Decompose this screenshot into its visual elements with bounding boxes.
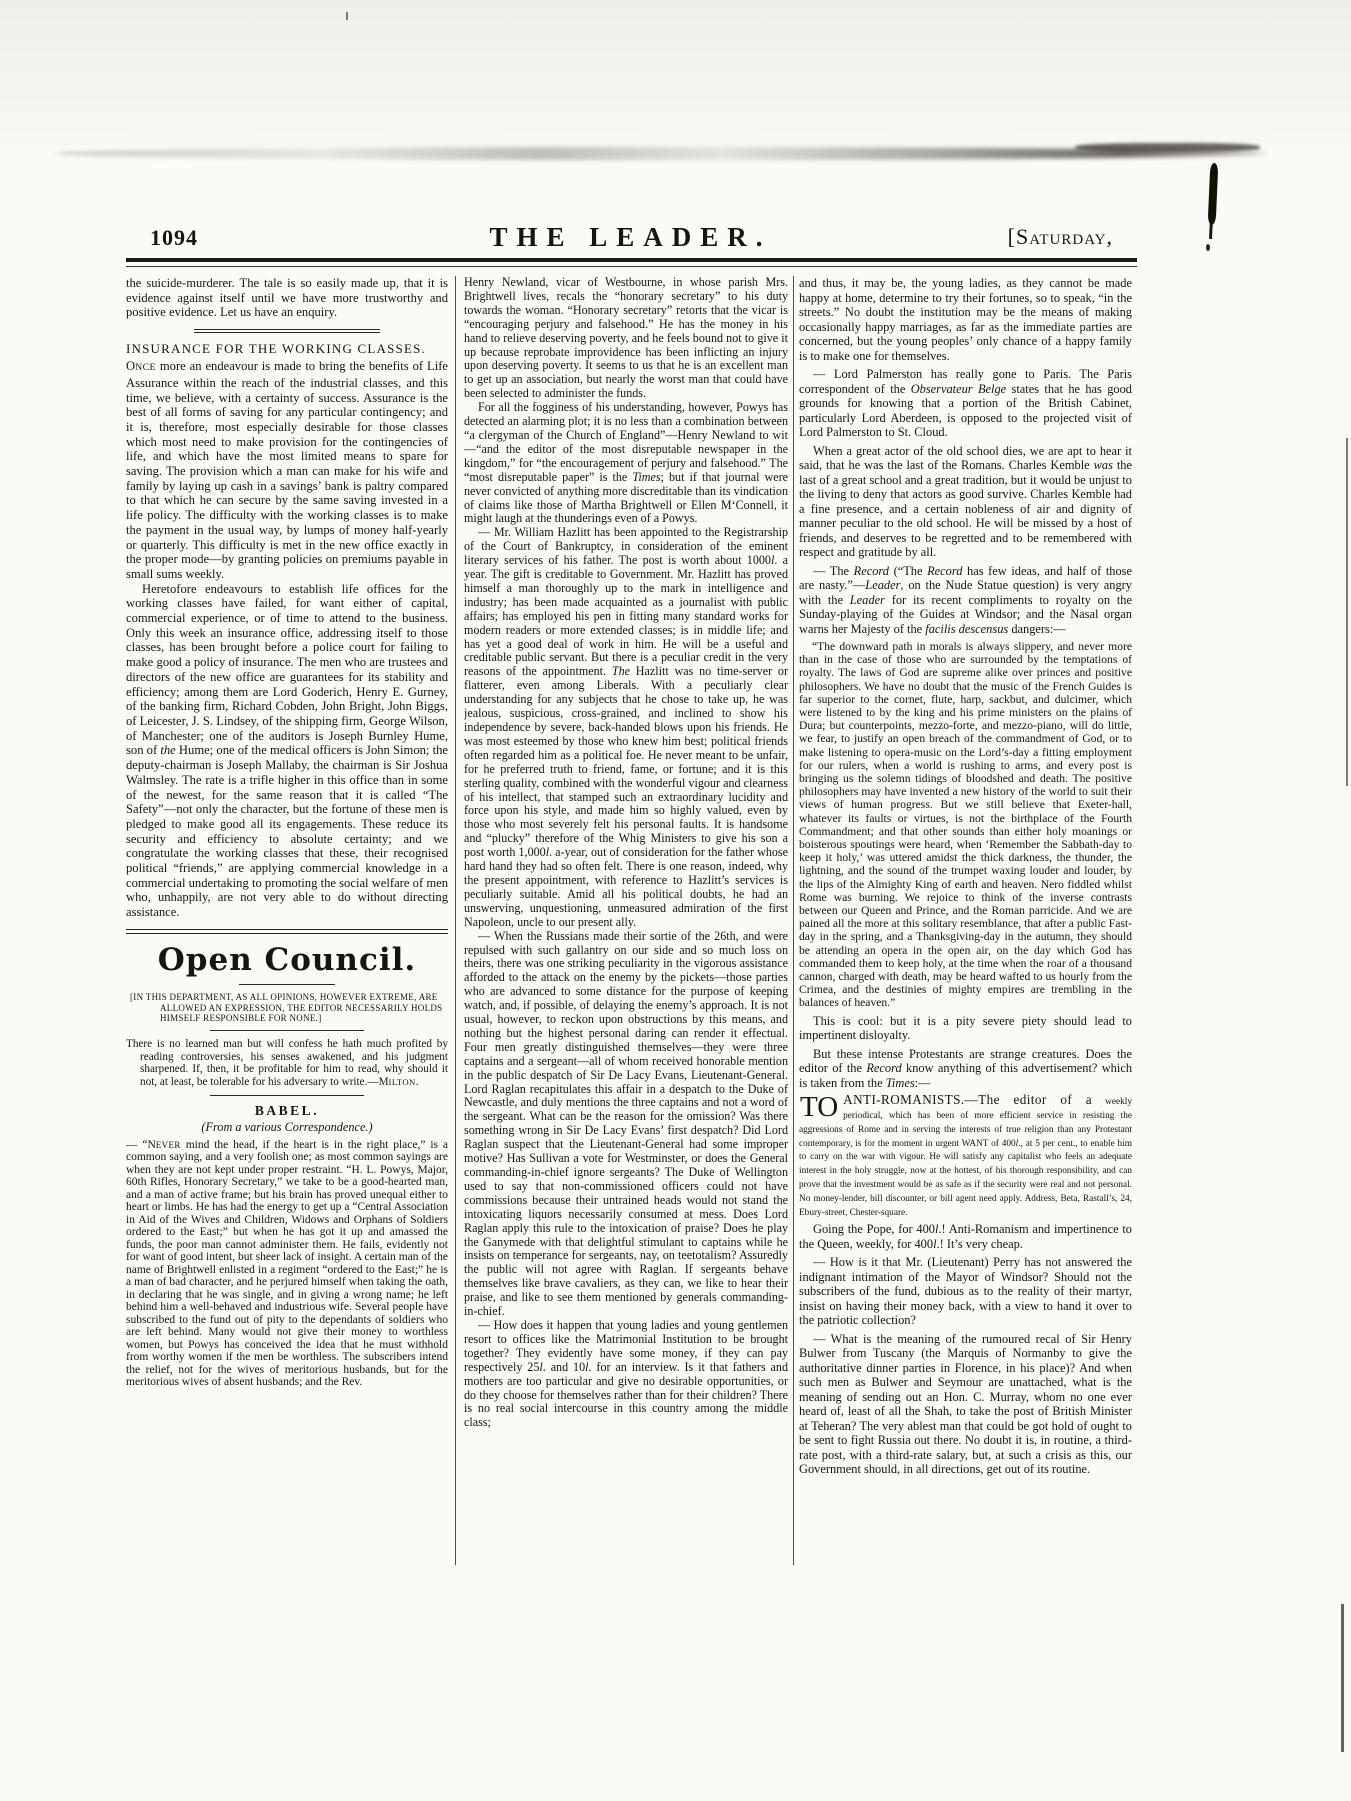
paragraph-young-ladies: and thus, it may be, the young ladies, as they cannot be made happy at home, determine to try their fortunes, so to speak, “in the streets.” No doubt the institution may be the means of making occasionally happy marriages, as far as the immediate parties are concerned, but the young peoples’ only chance of a happy family is to make one for themselves. — [799, 276, 1132, 363]
page-edge-mark — [1346, 438, 1348, 786]
paragraph-going-the-pope: Going the Pope, for 400l.! Anti-Romanism and impertinence to the Queen, weekly, for 400l.! It’s very cheap. — [799, 1222, 1132, 1251]
section-divider-rule — [126, 929, 448, 934]
paragraph-hazlitt: — Mr. William Hazlitt has been appointed to the Registrarship of the Court of Bankruptcy, in consideration of the eminent literary services of his father. The post is worth about 1000l. a year. The gift is creditable to Government. Mr. Hazlitt has proved himself a man thoroughly up to the mark in intelligence and industry; has been made acquainted as a journalist with public affairs; has employed his pen in fitting many standard works for modern readers or more extended classes; is in middle life; and has yet a good deal of work in him. He will be a useful and creditable public servant. But there is a peculiar credit in the very reasons of the appointment. The Hazlitt was no time-server or flatterer, even among Liberals. With a peculiarly clear understanding for any subjects that he chose to take up, he was jealous, suspicious, cross-grained, and inclined to show his independence by severe, back-handed blows upon his friends. He was most esteemed by those who knew him best; political friends often regarded him as a political foe. He never meant to be unfair, for he preferred truth to friend, fame, or fortune; and it is this sterling quality, combined with the wonderful vigour and clearness of his intellect, that stamped such an extraordinary lucidity and force upon his style, and made him so highly valued, even by those who most severely felt his personal faults. It is handsome and “plucky” therefore of the Whig Ministers to give his son a post worth 1,000l. a-year, out of consideration for the father whose hard hand they had so often felt. There is one reason, indeed, why the present appointment, with reference to Hazlitt’s services is peculiarly suitable. Amid all his political doubts, he had an unswerving, unquestioning, unmeasured admiration of the first Napoleon, uncle to our present ally. — [464, 525, 788, 929]
column-divider-rule — [455, 276, 456, 1565]
paragraph-record-intro: — The Record (“The Record has few ideas, and half of those are nasty.”—Leader, on the Nude Statue question) is very angry with the Leader for its recent compliments to royalty on the Sunday-playing of the Guides at Windsor; and the Nasal organ warns her Majesty of the facilis descensus dangers:— — [799, 563, 1132, 636]
paragraph-kemble: When a great actor of the old school dies, we are apt to hear it said, that he was the last of the Romans. Charles Kemble was the last of a great school and a great tradition, but it would be unjust to the living to deny that actors as good survive. Charles Kemble had a fine presence, and a certain nobleness of air and dignity of manner peculiar to the old school. He will be missed by a host of friends, and deserves to be regretted and to be remembered with respect and gratitude by all. — [799, 443, 1132, 559]
short-divider-rule — [239, 984, 336, 985]
paragraph-intense-protestants: But these intense Protestants are strange creatures. Does the editor of the Record know anything of this advertisement? which is taken from the Times:— — [799, 1046, 1132, 1090]
short-divider-rule — [210, 1095, 365, 1096]
babel-byline: (From a various Correspondence.) — [201, 1119, 373, 1134]
editorial-disclaimer-note: [IN THIS DEPARTMENT, AS ALL OPINIONS, HOWEVER EXTREME, ARE ALLOWED AN EXPRESSION, THE EDITOR NECESSARILY HOLDS HIMSELF RESPONSIBLE FOR NONE.] — [130, 991, 443, 1024]
paragraph-palmerston: — Lord Palmerston has really gone to Paris. The Paris correspondent of the Observateur Belge states that he has good grounds for knowing that a portion of the British Cabinet, particularly Lord Aberdeen, is opposed to the projected visit of Lord Palmerston to St. Cloud. — [799, 367, 1132, 439]
insurance-article-heading: INSURANCE FOR THE WORKING CLASSES. — [126, 341, 426, 357]
article-divider-rule — [194, 329, 381, 333]
masthead-rule — [126, 258, 1137, 267]
advert-lead-line: ANTI-ROMANISTS.—The editor of a — [843, 1092, 1093, 1108]
milton-epigraph: There is no learned man but will confess he hath much profited by reading controversies, his senses awakened, and his judgment sharpened. If, then, it be profitable for him to read, why should it not, at least, be tolerable for his adversary to write.—MILTON. — [126, 1038, 448, 1088]
short-divider-rule — [210, 1030, 365, 1031]
advert-drop-word: TO — [800, 1091, 839, 1124]
anti-romanists-advertisement — [799, 1091, 1132, 1218]
open-council-section-title: Open Council. — [157, 941, 417, 978]
advert-small-print: weekly periodical, which has been of more efficient service in resisting the aggressions of Rome and in serving the interests of true religion than any Protestant contemporary, is for the moment in urgent WANT of 400l., at 5 per cent., to enable him to carry on the war with vigour. He will satisfy any capitalist who feels an adequate interest in the holy struggle, now at the hottest, of his thorough responsibility, and can prove that the investment would be as safe as if the security were real and not personal. No money-lender, bill discounter, or bill agent need apply. Address, Beta, Rastall’s, 24, Ebury-street, Chester-square. — [799, 1097, 1132, 1218]
ink-blot-artifact — [1208, 163, 1219, 225]
article-columns — [126, 276, 1135, 1578]
paper-title: THE LEADER. — [489, 222, 772, 252]
paragraph-fogginess: For all the fogginess of his understanding, however, Powys has detected an alarming plot; it is no less than a combination between “a clergyman of the Church of England”—Henry Newland to wit—“and the editor of the most disreputable newspaper in the kingdom,” for “the encouragement of perjury and falsehood.” The “most disreputable paper” is the Times; but if that journal were never convicted of anything more discreditable than its vindication of claims like those of Martha Brightwell or Ellen M‘Connell, it might laugh at the thunderings even of a Powys. — [464, 400, 788, 526]
paragraph-insurance-1: ONCE more an endeavour is made to bring the benefits of Life Assurance within the reach of the industrial classes, and this time, we believe, with a certainty of success. Assurance is the best of all forms of saving for any particular contingency; and it is, therefore, most especially desirable for those classes which most need to make provision for the contingencies of life, and which have the most limited means to spare for saving. The provision which a man can make for his wife and family by laying up cash in a savings’ bank is paltry compared to that which he can secure by the same saving invested in a life policy. The difficulty with the working classes is to make the payment in the usual way, by lumps of money half-yearly or quarterly. This difficulty is met in the new office exactly in the proper mode—by granting policies on premiums payable in small sums weekly. — [126, 359, 448, 581]
left-column — [126, 276, 448, 1578]
corner-mark-artifact — [346, 12, 348, 20]
paragraph-this-is-cool: This is cool: but it is a pity severe piety should lead to impertinent disloyalty. — [799, 1013, 1132, 1043]
record-quotation-block: “The downward path in morals is always slippery, and never more than in the case of those who are surrounded by the temptations of royalty. The laws of God are supreme alike over princes and positive philosophers. We have no doubt that the music of the French Guides is far superior to the cornet, flute, harp, sackbut, and dulcimer, which were listened to by the king and his prime ministers on the plains of Dura; but counterpoints, mezzo-forte, and mezzo-piano, will do little, we fear, to justify an open breach of the commandment of God, or to make listening to opera-music on the Lord’s-day a fitting employment for our rulers, when a world is rushing to arms, and every post is bringing us the solemn tidings of bloodshed and death. The positive philosophers may have invented a new history of the world to suit their views of human progress. But we still believe that Exeter-hall, whatever its faults or virtues, is not the birthplace of the Fourth Commandment; and that other sounds than either holy moanings or boisterous spoutings were heard, when ‘Remember the Sabbath-day to keep it holy,’ was uttered amidst the thick darkness, the thunder, the lightning, and the sound of the trumpet waxing louder and louder, by the lips of the Almighty King of earth and heaven. Nero fiddled whilst Rome was burning. We rejoice to think of the inverse contrasts between our Queen and Prince, and the Roman parricide. And we are pained all the more at this solitary resemblance, that after a public Fast-day in the spring, and a Thanksgiving-day in the autumn, they should be attending an opera in the open air, on the day which God has commanded them to keep holy, at the time when the roar of a thousand cannon, charged with death, may be heard wafted to us hourly from the Crimea, and the destinies of mighty empires are trembling in the balances of heaven.” — [799, 640, 1132, 1010]
paragraph-russians-sortie: — When the Russians made their sortie of the 26th, and were repulsed with such gallantry on our side and so much loss on theirs, there was one striking peculiarity in the vigorous assistance afforded to the attack on the enemy by the pickets—those parties who are advanced to some distance for the purpose of keeping watch, and, if possible, of delaying the enemy’s approach. It is not usual, however, to reckon upon obstructions by this means, and nothing but the highest personal daring can render it effectual. Four men greatly distinguished themselves—they were three captains and a sergeant—all of whom received honorable mention in the public despatch of Sir De Lacy Evans, Lieutenant-General. Lord Raglan recapitulates this affair in a despatch to the Duke of Newcastle, and duly mentions the three captains and not a word of the sergeant. What can be the reason for the omission? Was there something wrong in Sir De Lacy Evans’ first despatch? Did Lord Raglan suspect that the Lieutenant-General had some improper motive? Has Sullivan a vote for Westminster, or does the General commanding-in-chief ignore sergeants? The Duke of Wellington used to say that non-commissioned officers could not have commissions because their untrained heads would not stand the intoxicating liquors necessarily consumed at mess. Does Lord Raglan apply this rule to the intoxication of praise? Does he play the Ganymede with that delightful stimulant to captains while he insists on temperance for sergeants, nay, on teetotalism? Assuredly the public will not agree with Raglan. If sergeants behave themselves like brave cavaliers, as they can, we like to hear their praise, and like to see them mentioned by generals commanding-in-chief. — [464, 928, 788, 1319]
paragraph-newland: Henry Newland, vicar of Westbourne, in whose parish Mrs. Brightwell lives, recals the “honorary secretary” to his duty towards the woman. “Honorary secretary” retorts that the vicar is “encouraging perjury and falsehood.” He has the money in his hand to relieve deserving poverty, and he feels bound not to give it up because reprobate improvidence has been inflicting an injury upon deserving poverty. It seems to us that he is an excellent man to get up an association, but nearly the worst man that could have been selected to administer the funds. — [464, 276, 788, 401]
middle-column — [464, 276, 788, 1578]
paragraph-matrimonial: — How does it happen that young ladies and young gentlemen resort to offices like the Matrimonial Institution to be brought together? They evidently have some money, if they can pay respectively 25l. and 10l. for an interview. Is it that fathers and mothers are too particular and give no desirable opportunities, or do they choose for themselves rather than for their children? There is no real social intercourse in this country among the middle class; — [464, 1317, 788, 1430]
right-column — [799, 276, 1132, 1578]
page-number: 1094 — [150, 225, 198, 250]
paragraph-lieutenant-perry: — How is it that Mr. (Lieutenant) Perry has not answered the indignant intimation of the Mayor of Windsor? Should not the subscribers of the fund, dubious as to the reality of their martyr, insist on having their money back, with a view to hand it over to the patriotic collection? — [799, 1255, 1132, 1328]
babel-article-heading: BABEL. — [254, 1102, 320, 1118]
paragraph-suicide-continuation: the suicide-murderer. The tale is so easily made up, that it is evidence against itself until we have more trustworthy and positive evidence. Let us have an enquiry. — [126, 276, 448, 320]
paragraph-bulwer-recal: — What is the meaning of the rumoured recal of Sir Henry Bulwer from Tuscany (the Marquis of Normanby to give the authoritative dinner parties in Florence, in his place)? And when such men as Bulwer and Seymour are unattached, what is the meaning of sending out an Hon. C. Murray, whom no one ever heard of, least of all the Shah, to take the post of British Minister at Teheran? The very ablest man that could be got hold of ought to be sent to fight Russia out there. No doubt it is, in routine, a third-rate post, with a third-rate salary, but, at such a crisis as this, our Government should, in all directions, get out of its routine. — [799, 1331, 1132, 1477]
column-divider-rule — [793, 276, 794, 1565]
paragraph-insurance-2: Heretofore endeavours to establish life offices for the working classes have failed, for want either of capital, commercial experience, or of time to attend to the business. Only this week an insurance office, addressing itself to those classes, has been brought before a police court for failing to make good a policy of insurance. The men who are trustees and directors of the new office are guarantees for its stability and efficiency; among them are Lord Goderich, Henry E. Gurney, of the banking firm, Richard Cobden, John Bright, John Biggs, of Leicester, J. S. Lindsey, of the shipping firm, George Wilson, of Manchester; one of the auditors is Joseph Burnley Hume, son of the Hume; one of the medical officers is John Simon; the deputy-chairman is Joseph Mallaby, the chairman is Sir Joshua Walmsley. The rate is a trifle higher in this office than in some of the newest, for the same reason that it is called “The Safety”—not only the character, but the fortune of these men is pledged to make good all its engagements. These reduce its security and efficiency to absolute certainty; and we congratulate the working classes that these, their recognised political “friends,” are applying commercial knowledge in a commercial undertaking to promoting the social welfare of men who, unhappily, are not very able to do without directing assistance. — [126, 581, 448, 920]
masthead — [126, 222, 1135, 254]
ink-dot-artifact — [1206, 244, 1210, 251]
scan-smudge-dark-artifact — [1075, 143, 1260, 152]
page-top-margin — [0, 0, 1351, 146]
paragraph-babel-1: — “NEVER mind the head, if the heart is in the right place,” is a common saying, and a very foolish one; as most common sayings are when they are not kept under proper restraint. “H. L. Powys, Major, 60th Rifles, Honorary Secretary,” we take to be a good-hearted man, and a man of active frame; but his brain has proved unequal either to heart or limbs. He has had the energy to get up a “Central Association in Aid of the Wives and Children, Widows and Orphans of Soldiers ordered to the East;” but when he has got it up and amassed the funds, the poor man cannot administer them. He fails, evidently not for want of good intent, but sheer lack of insight. A certain man of the name of Brightwell enlisted in a regiment “ordered to the East;” he is a man of bad character, and he perjured himself when taking the oath, in declaring that he was single, and in giving a wrong name; he left behind him a well-behaved and industrious wife. Several people have subscribed to the fund out of pity to the dependants of soldiers who are left behind. Many would not give their money to worthless women, but Powys has conceived the idea that he must withhold from worthy women if the men be worthless. The subscribers intend the relief, not for the wives of meritorious husbands, but for the meritorious wives of absent husbands; and the Rev. — [126, 1138, 448, 1389]
issue-date: [Saturday, — [1007, 224, 1113, 249]
page-edge-mark — [1341, 1604, 1344, 1752]
